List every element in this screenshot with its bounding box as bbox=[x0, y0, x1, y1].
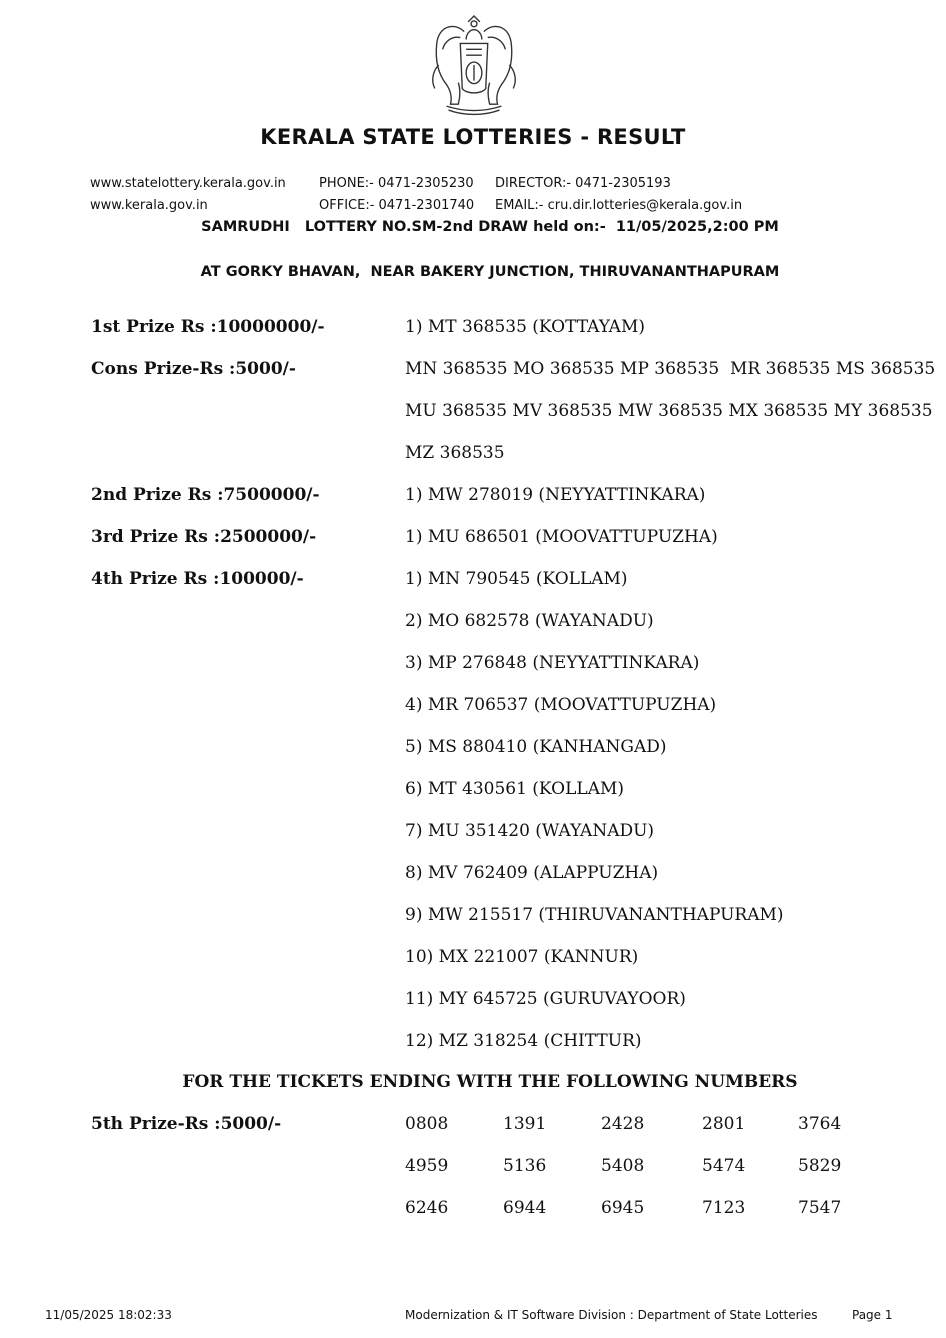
fourth-prize-winner: 6) MT 430561 (KOLLAM) bbox=[405, 779, 625, 799]
email-address[interactable]: EMAIL:- cru.dir.lotteries@kerala.gov.in bbox=[495, 198, 743, 213]
fourth-prize-winner: 12) MZ 318254 (CHITTUR) bbox=[405, 1031, 642, 1051]
fourth-prize-winner: 4) MR 706537 (MOOVATTUPUZHA) bbox=[405, 695, 717, 715]
first-prize-winner: 1) MT 368535 (KOTTAYAM) bbox=[405, 317, 645, 337]
page-title: KERALA STATE LOTTERIES - RESULT bbox=[260, 125, 686, 149]
kerala-emblem-icon bbox=[425, 10, 523, 118]
ending-number: 5136 bbox=[503, 1156, 547, 1176]
cons-prize-line: MN 368535 MO 368535 MP 368535 MR 368535 MS 368535 bbox=[405, 359, 936, 379]
fourth-prize-winner: 9) MW 215517 (THIRUVANANTHAPURAM) bbox=[405, 905, 784, 925]
footer-timestamp: 11/05/2025 18:02:33 bbox=[45, 1308, 172, 1322]
draw-info: SAMRUDHI LOTTERY NO.SM-2nd DRAW held on:- 11/05/2025,2:00 PM bbox=[201, 219, 779, 235]
ending-number: 1391 bbox=[503, 1114, 547, 1134]
website-link-1[interactable]: www.statelottery.kerala.gov.in bbox=[90, 176, 286, 191]
first-prize-label: 1st Prize Rs :10000000/- bbox=[91, 317, 325, 337]
fourth-prize-winner: 8) MV 762409 (ALAPPUZHA) bbox=[405, 863, 659, 883]
fourth-prize-label: 4th Prize Rs :100000/- bbox=[91, 569, 304, 589]
ending-number: 3764 bbox=[798, 1114, 842, 1134]
footer-page-number: Page 1 bbox=[852, 1308, 893, 1322]
ending-number: 6246 bbox=[405, 1198, 449, 1218]
ending-number: 2801 bbox=[702, 1114, 746, 1134]
cons-prize-line: MU 368535 MV 368535 MW 368535 MX 368535 MY 368535 bbox=[405, 401, 933, 421]
footer-division: Modernization & IT Software Division : Department of State Lotteries bbox=[405, 1308, 818, 1322]
third-prize-label: 3rd Prize Rs :2500000/- bbox=[91, 527, 317, 547]
ending-number: 5408 bbox=[601, 1156, 645, 1176]
ending-numbers-heading: FOR THE TICKETS ENDING WITH THE FOLLOWING NUMBERS bbox=[182, 1072, 798, 1092]
third-prize-winner: 1) MU 686501 (MOOVATTUPUZHA) bbox=[405, 527, 718, 547]
second-prize-label: 2nd Prize Rs :7500000/- bbox=[91, 485, 320, 505]
office-number: OFFICE:- 0471-2301740 bbox=[319, 198, 475, 213]
fourth-prize-winner: 5) MS 880410 (KANHANGAD) bbox=[405, 737, 667, 757]
ending-number: 6944 bbox=[503, 1198, 547, 1218]
fourth-prize-winner: 7) MU 351420 (WAYANADU) bbox=[405, 821, 655, 841]
ending-number: 5829 bbox=[798, 1156, 842, 1176]
ending-number: 4959 bbox=[405, 1156, 449, 1176]
fourth-prize-winner: 11) MY 645725 (GURUVAYOOR) bbox=[405, 989, 686, 1009]
fourth-prize-winner: 10) MX 221007 (KANNUR) bbox=[405, 947, 639, 967]
second-prize-winner: 1) MW 278019 (NEYYATTINKARA) bbox=[405, 485, 706, 505]
fifth-prize-label: 5th Prize-Rs :5000/- bbox=[91, 1114, 282, 1134]
cons-prize-label: Cons Prize-Rs :5000/- bbox=[91, 359, 296, 379]
website-link-2[interactable]: www.kerala.gov.in bbox=[90, 198, 208, 213]
ending-number: 6945 bbox=[601, 1198, 645, 1218]
phone-number: PHONE:- 0471-2305230 bbox=[319, 176, 474, 191]
ending-number: 0808 bbox=[405, 1114, 449, 1134]
fourth-prize-winner: 3) MP 276848 (NEYYATTINKARA) bbox=[405, 653, 700, 673]
ending-number: 2428 bbox=[601, 1114, 645, 1134]
cons-prize-line: MZ 368535 bbox=[405, 443, 505, 463]
venue-info: AT GORKY BHAVAN, NEAR BAKERY JUNCTION, THIRUVANANTHAPURAM bbox=[200, 264, 780, 280]
ending-number: 5474 bbox=[702, 1156, 746, 1176]
ending-number: 7547 bbox=[798, 1198, 842, 1218]
director-number: DIRECTOR:- 0471-2305193 bbox=[495, 176, 671, 191]
fourth-prize-winner: 2) MO 682578 (WAYANADU) bbox=[405, 611, 654, 631]
fourth-prize-winner: 1) MN 790545 (KOLLAM) bbox=[405, 569, 628, 589]
ending-number: 7123 bbox=[702, 1198, 746, 1218]
